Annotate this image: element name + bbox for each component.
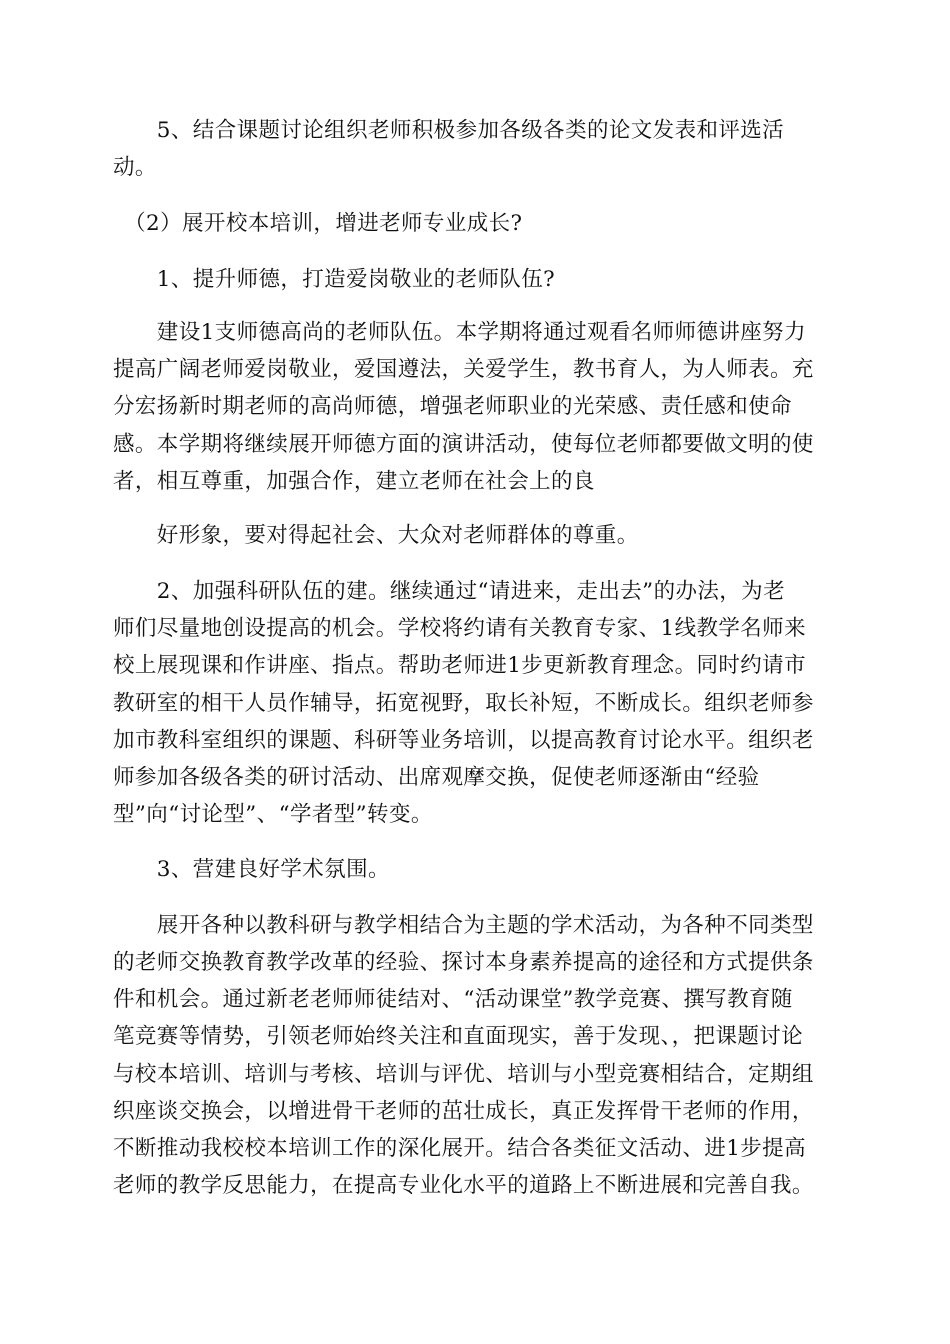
text-line: 2、加强科研队伍的建。继续通过“请进来，走出去”的办法，为老 <box>113 579 785 604</box>
text-line: 加市教科室组织的课题、科研等业务培训，以提高教育讨论水平。组织老 <box>113 728 814 753</box>
text-line: 的老师交换教育教学改革的经验、探讨本身素养提高的途径和方式提供条 <box>113 950 814 975</box>
text-line: 笔竞赛等情势，引领老师始终关注和直面现实，善于发现、，把课题讨论 <box>113 1024 804 1049</box>
section-heading: （2）展开校本培训，增进老师专业成长? <box>113 211 523 236</box>
text-line: 提高广阔老师爱岗敬业，爱国遵法，关爱学生，教书育人，为人师表。充 <box>113 357 814 382</box>
text-line: 好形象，要对得起社会、大众对老师群体的尊重。 <box>113 523 639 548</box>
subsection-heading: 1、提升师德，打造爱岗敬业的老师队伍? <box>113 267 556 292</box>
text-line: 分宏扬新时期老师的高尚师德，增强老师职业的光荣感、责任感和使命 <box>113 394 792 419</box>
text-line: 动。 <box>113 155 157 180</box>
text-line: 5、结合课题讨论组织老师积极参加各级各类的论文发表和评选活 <box>113 118 785 143</box>
text-line: 与校本培训、培训与考核、培训与评优、培训与小型竞赛相结合，定期组 <box>113 1062 814 1087</box>
text-line: 建设1支师德高尚的老师队伍。本学期将通过观看名师师德讲座努力 <box>113 320 806 345</box>
text-line: 件和机会。通过新老老师师徒结对、“活动课堂”教学竞赛、撰写教育随 <box>113 987 793 1012</box>
text-line: 师们尽量地创设提高的机会。学校将约请有关教育专家、1线教学名师来 <box>113 616 806 641</box>
text-line: 不断推动我校校本培训工作的深化展开。结合各类征文活动、进1步提高 <box>113 1136 806 1161</box>
text-line: 织座谈交换会，以增进骨干老师的茁壮成长，真正发挥骨干老师的作用， <box>113 1099 814 1124</box>
text-line: 教研室的相干人员作辅导，拓宽视野，取长补短，不断成长。组织老师参 <box>113 691 814 716</box>
subsection-heading: 3、营建良好学术氛围。 <box>113 857 390 882</box>
text-line: 师参加各级各类的研讨活动、出席观摩交换，促使老师逐渐由“经验 <box>113 765 760 790</box>
text-line: 型”向“讨论型”、“学者型”转变。 <box>113 802 433 827</box>
text-line: 展开各种以教科研与教学相结合为主题的学术活动，为各种不同类型 <box>113 913 814 938</box>
text-line: 感。本学期将继续展开师德方面的演讲活动，使每位老师都要做文明的使 <box>113 432 814 457</box>
text-line: 者，相互尊重，加强合作，建立老师在社会上的良 <box>113 469 595 494</box>
text-line: 老师的教学反思能力，在提高专业化水平的道路上不断进展和完善自我。 <box>113 1173 814 1198</box>
text-line: 校上展现课和作讲座、指点。帮助老师进1步更新教育理念。同时约请市 <box>113 653 806 678</box>
